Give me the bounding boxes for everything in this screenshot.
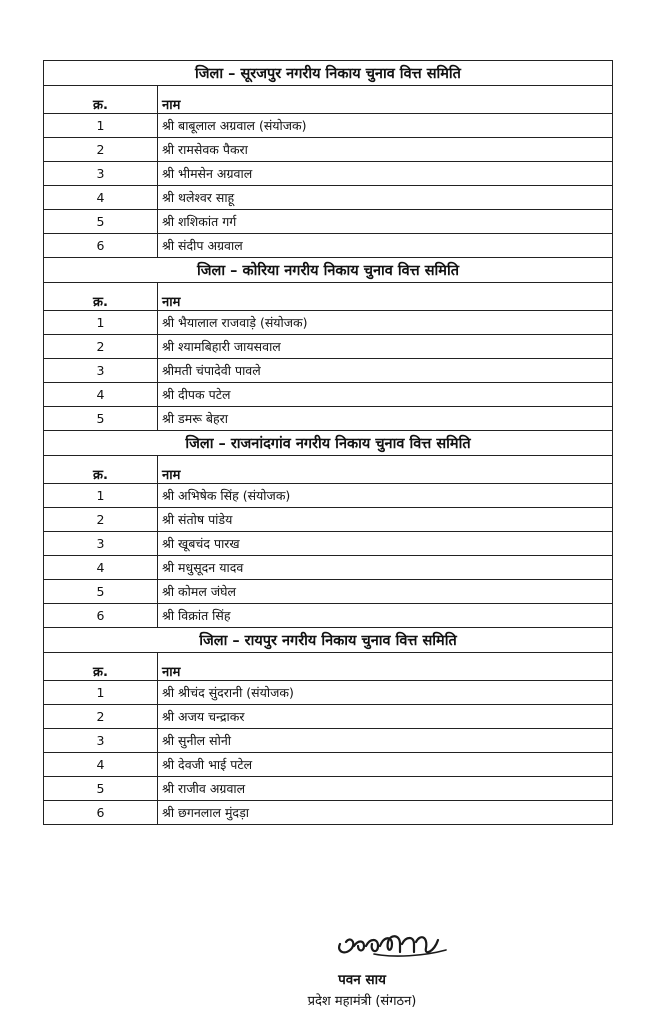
table-row: [44, 801, 613, 825]
signatory-name: पवन साय: [338, 972, 386, 988]
member-name: श्री राजीव अग्रवाल: [158, 777, 613, 801]
table-row: [44, 777, 613, 801]
table-row: [44, 532, 613, 556]
row-number: 5: [44, 407, 158, 431]
row-number: 2: [44, 508, 158, 532]
member-name: श्री भीमसेन अग्रवाल: [158, 162, 613, 186]
row-number: 5: [44, 210, 158, 234]
table-row: [44, 407, 613, 431]
member-name: श्रीमती चंपादेवी पावले: [158, 359, 613, 383]
member-name: श्री श्रीचंद सुंदरानी (संयोजक): [158, 681, 613, 705]
row-number: 5: [44, 777, 158, 801]
row-number: 4: [44, 753, 158, 777]
table-row: [44, 729, 613, 753]
column-header-name: नाम: [158, 86, 613, 114]
member-name: श्री भैयालाल राजवाड़े (संयोजक): [158, 311, 613, 335]
member-name: श्री बाबूलाल अग्रवाल (संयोजक): [158, 114, 613, 138]
table-row: [44, 234, 613, 258]
row-number: 6: [44, 604, 158, 628]
section-table: [43, 60, 613, 825]
table-row: [44, 508, 613, 532]
table-row: [44, 114, 613, 138]
row-number: 1: [44, 681, 158, 705]
column-header-number: क्र.: [44, 456, 158, 484]
table-row: [44, 138, 613, 162]
table-row: [44, 753, 613, 777]
section-title: जिला – रायपुर नगरीय निकाय चुनाव वित्त समिति: [44, 628, 613, 653]
handwritten-signature: [334, 922, 450, 962]
section-title: जिला – कोरिया नगरीय निकाय चुनाव वित्त समिति: [44, 258, 613, 283]
member-name: श्री डमरू बेहरा: [158, 407, 613, 431]
row-number: 3: [44, 729, 158, 753]
table-row: [44, 705, 613, 729]
member-name: श्री कोमल जंघेल: [158, 580, 613, 604]
row-number: 3: [44, 532, 158, 556]
column-header-name: नाम: [158, 456, 613, 484]
row-number: 3: [44, 162, 158, 186]
column-header-number: क्र.: [44, 653, 158, 681]
table-row: [44, 359, 613, 383]
row-number: 1: [44, 114, 158, 138]
member-name: श्री देवजी भाई पटेल: [158, 753, 613, 777]
member-name: श्री दीपक पटेल: [158, 383, 613, 407]
row-number: 2: [44, 138, 158, 162]
row-number: 6: [44, 234, 158, 258]
member-name: श्री शशिकांत गर्ग: [158, 210, 613, 234]
section-title: जिला – सूरजपुर नगरीय निकाय चुनाव वित्त समिति: [44, 61, 613, 86]
table-row: [44, 162, 613, 186]
row-number: 2: [44, 705, 158, 729]
table-row: [44, 604, 613, 628]
table-row: [44, 335, 613, 359]
row-number: 4: [44, 556, 158, 580]
column-header-name: नाम: [158, 283, 613, 311]
member-name: श्री श्यामबिहारी जायसवाल: [158, 335, 613, 359]
member-name: श्री रामसेवक पैकरा: [158, 138, 613, 162]
row-number: 6: [44, 801, 158, 825]
table-row: [44, 210, 613, 234]
signatory-designation: प्रदेश महामंत्री (संगठन): [307, 994, 417, 1009]
table-row: [44, 484, 613, 508]
table-row: [44, 681, 613, 705]
committee-document: [43, 60, 613, 825]
row-number: 5: [44, 580, 158, 604]
member-name: श्री विक्रांत सिंह: [158, 604, 613, 628]
member-name: श्री छगनलाल मुंदड़ा: [158, 801, 613, 825]
row-number: 4: [44, 186, 158, 210]
row-number: 2: [44, 335, 158, 359]
member-name: श्री अभिषेक सिंह (संयोजक): [158, 484, 613, 508]
member-name: श्री सुनील सोनी: [158, 729, 613, 753]
table-row: [44, 556, 613, 580]
row-number: 1: [44, 311, 158, 335]
column-header-name: नाम: [158, 653, 613, 681]
table-row: [44, 186, 613, 210]
row-number: 1: [44, 484, 158, 508]
member-name: श्री थलेश्वर साहू: [158, 186, 613, 210]
member-name: श्री मधुसूदन यादव: [158, 556, 613, 580]
member-name: श्री खूबचंद पारख: [158, 532, 613, 556]
row-number: 3: [44, 359, 158, 383]
table-row: [44, 580, 613, 604]
signatory-designation-line: [0, 991, 656, 1009]
table-row: [44, 383, 613, 407]
section-title: जिला – राजनांदगांव नगरीय निकाय चुनाव वित्त समिति: [44, 431, 613, 456]
column-header-number: क्र.: [44, 86, 158, 114]
table-row: [44, 311, 613, 335]
member-name: श्री संदीप अग्रवाल: [158, 234, 613, 258]
column-header-number: क्र.: [44, 283, 158, 311]
member-name: श्री अजय चन्द्राकर: [158, 705, 613, 729]
row-number: 4: [44, 383, 158, 407]
member-name: श्री संतोष पांडेय: [158, 508, 613, 532]
signatory-name-line: [0, 970, 656, 988]
